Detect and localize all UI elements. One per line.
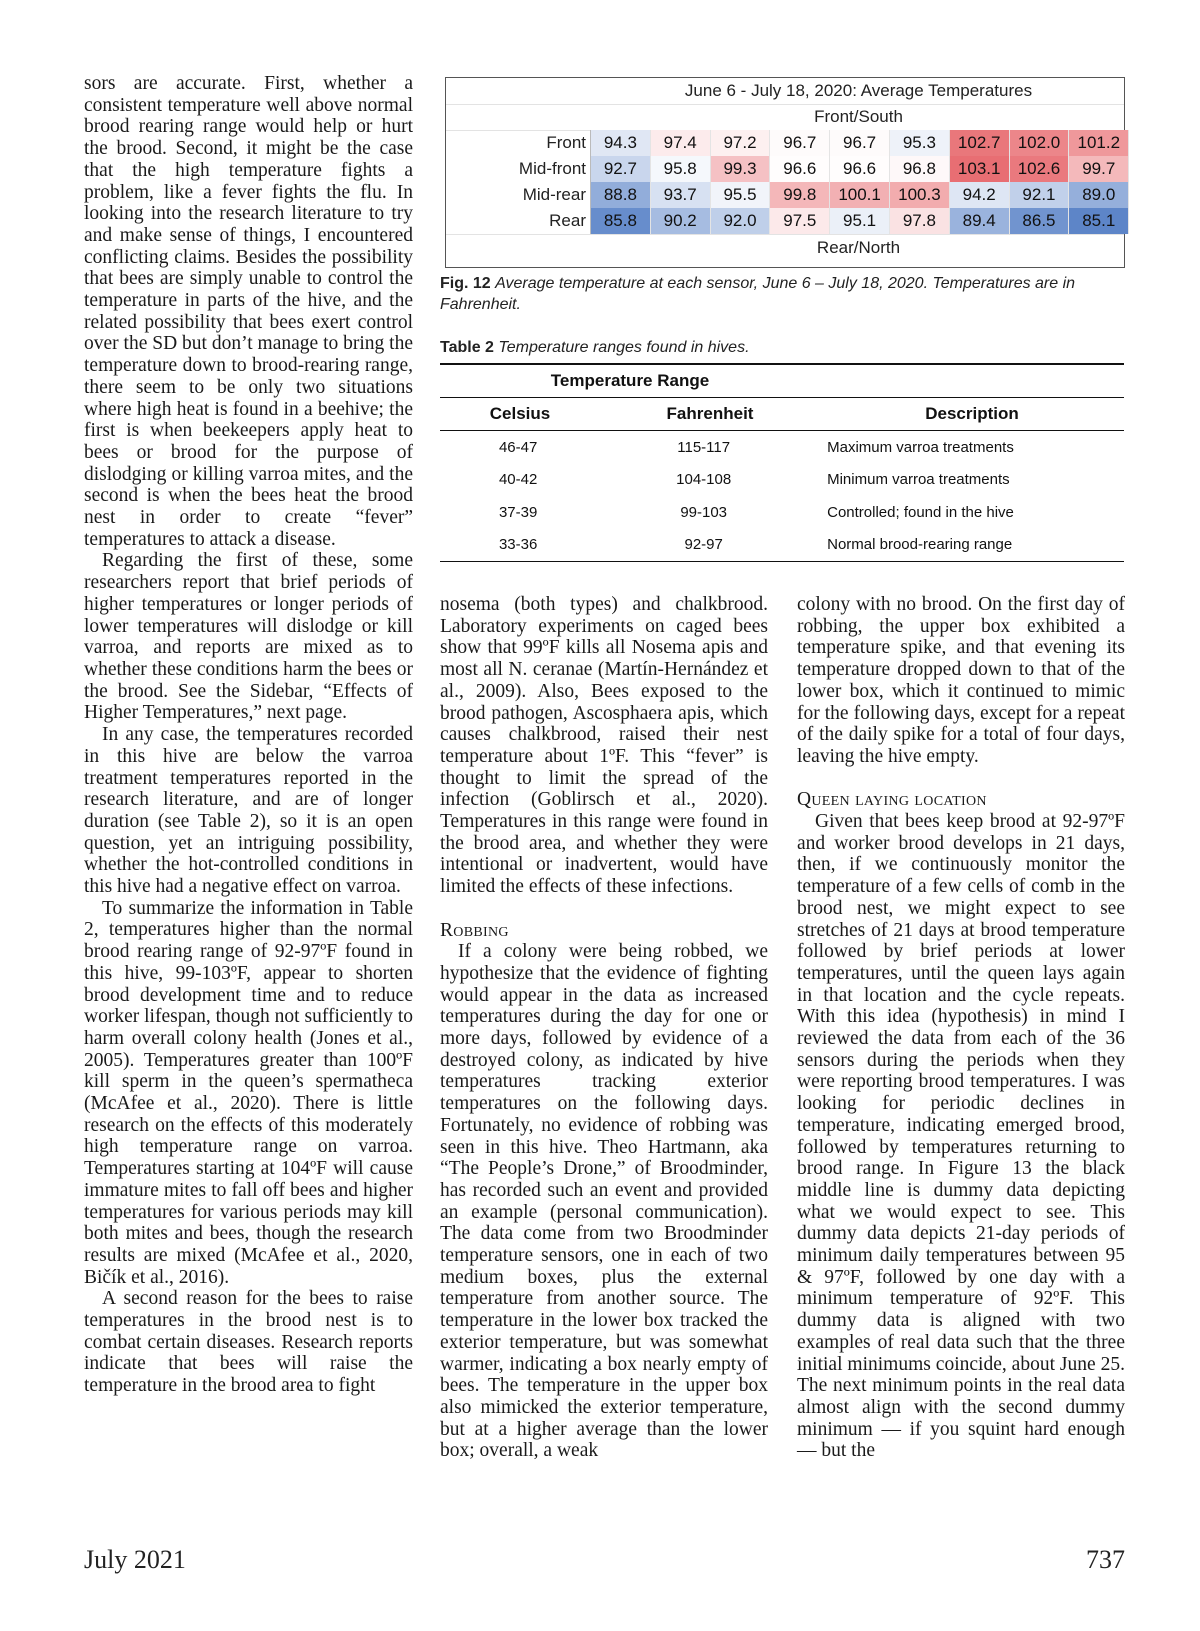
heatmap-row-label: Mid-rear	[446, 182, 591, 208]
paragraph: Given that bees keep brood at 92-97ºF and worker brood develops in 21 days, then, if we continuously monitor the temperature of a few cells of comb in the brood nest, we might expect to see stretches of 21 days at brood temperature followed by brief periods at lower temperatures, until the queen lays again in that location and the cycle repeats. With this idea (hypothesis) in mind I reviewed the data from each of the 36 sensors during the periods when they were reporting brood temperatures. I was looking for periodic declines in temperature, indicating emerged brood, followed by temperatures returning to brood range. In Figure 13 the black middle line is dummy data depicting what we would expect to see. This dummy data depicts 21-day periods of minimum daily temperatures between 95 & 97ºF, followed by one day with a minimum temperature of 92ºF. This dummy data is aligned with two examples of real data such that the three initial minimums coincide, about June 25. The next minimum points in the real data almost align with the second dummy minimum — if you squint hard enough — but the	[797, 811, 1125, 1462]
heatmap-cell: 100.1	[830, 182, 890, 208]
table-cell: 115-117	[677, 438, 731, 456]
table-cell: 99-103	[680, 503, 728, 521]
heatmap-cell: 93.7	[651, 182, 711, 208]
figure-caption-text: Average temperature at each sensor, June 6 – July 18, 2020. Temperatures are in Fahrenheit.	[440, 275, 1076, 313]
heatmap-row-label: Mid-front	[446, 156, 591, 182]
heatmap-cell: 95.1	[830, 208, 890, 234]
heatmap-cell: 92.0	[711, 208, 771, 234]
table-caption	[440, 337, 1124, 358]
heatmap-top-label: Front/South	[814, 107, 903, 126]
table-cell: 104-108	[676, 471, 732, 489]
heatmap-cell: 97.8	[890, 208, 950, 234]
paragraph: If a colony were being robbed, we hypothesize that the evidence of fighting would appear in the data as increased temperatures during the day for one or more days, followed by evidence of a destroyed colony, as indicated by hive temperatures tracking exterior temperatures on the following days. Fortunately, no evidence of robbing was seen in this hive. Theo Hartmann, aka “The People’s Drone,” of Broodminder, has recorded such an event and provided an example (personal communication). The data come from two Broodminder temperature sensors, one in each of two medium boxes, plus the external temperature from another source. The temperature in the lower box tracked the exterior temperature, but was somewhat warmer, indicating a box nearly empty of bees. The temperature in the upper box also mimicked the exterior temperature, but at a higher average than the lower box; overall, a weak	[440, 941, 768, 1462]
heatmap-cell: 100.3	[890, 182, 950, 208]
heatmap-cell: 94.2	[950, 182, 1010, 208]
table-cell: Maximum varroa treatments	[827, 438, 1014, 456]
heatmap-cell: 95.3	[890, 130, 950, 156]
table-cell: 33-36	[498, 536, 538, 554]
middle-column	[440, 594, 768, 1462]
section-heading-queen-laying: Queen laying location	[797, 789, 987, 811]
header-celsius: Celsius	[489, 404, 551, 423]
heatmap-cell: 95.8	[651, 156, 711, 182]
paragraph: A second reason for the bees to raise temperatures in the brood nest is to combat certain diseases. Research reports indicate that bees will raise the temperature in the brood area to fight	[84, 1288, 413, 1397]
heatmap-cell: 97.4	[651, 130, 711, 156]
heatmap-title: June 6 - July 18, 2020: Average Temperatures	[684, 81, 1033, 100]
heatmap-cell: 96.7	[830, 130, 890, 156]
table-row	[440, 496, 1124, 529]
heatmap-cell: 99.3	[711, 156, 771, 182]
page-number: 737	[1086, 1545, 1125, 1574]
heatmap-bottom-label: Rear/North	[816, 238, 901, 257]
heatmap-cell: 101.2	[1069, 130, 1129, 156]
heatmap-cell: 96.7	[770, 130, 830, 156]
figure-caption	[440, 273, 1124, 315]
heatmap-cell: 92.7	[591, 156, 651, 182]
heatmap-cell: 90.2	[651, 208, 711, 234]
heatmap-cell: 94.3	[591, 130, 651, 156]
left-column	[84, 73, 413, 1397]
paragraph: To summarize the information in Table 2, temperatures higher than the normal brood rearing range of 92-97ºF found in this hive, 99-103ºF, appear to shorten brood development time and to reduce worker lifespan, though not sufficiently to harm overall colony health (Jones et al., 2005). Temperatures greater than 100ºF kill sperm in the queen’s spermatheca (McAfee et al., 2020). There is little research on the effects of this moderately high temperature range on varroa. Temperatures starting at 104ºF will cause immature mites to fall off bees and higher temperatures for various periods may kill both mites and bees, though the research results are mixed (McAfee et al., 2020, Bičík et al., 2016).	[84, 897, 413, 1288]
heatmap-row-label: Front	[446, 130, 591, 156]
heatmap-row	[446, 208, 1129, 234]
table-row	[440, 464, 1124, 497]
grid-line	[446, 104, 1124, 105]
heatmap-row-label: Rear	[446, 208, 591, 234]
heatmap-cell: 103.1	[950, 156, 1010, 182]
paragraph: sors are accurate. First, whether a consistent temperature well above normal brood rearing range would help or hurt the brood. Second, it might be the case that the high temperature fights a problem, like a fever fights the flu. In looking into the research literature to try and make sense of things, I encountered conflicting claims. Besides the possibility that bees are simply unable to control the temperature in parts of the hive, and the related possibility that bees exert control over the SD but don’t manage to bring the temperature down to brood-rearing range, there seem to be only two situations where high heat is found in a beehive; the first is when beekeepers apply heat to bees or brood for the purpose of dislodging or killing varroa mites, and the second is when the bees heat the brood nest in order to create “fever” temperatures to attack a disease.	[84, 73, 413, 550]
table-row	[440, 529, 1124, 562]
table-row	[440, 431, 1124, 464]
table-cell: 92-97	[684, 536, 723, 554]
figure-caption-label: Fig. 12	[440, 275, 491, 292]
paragraph: Regarding the first of these, some researchers report that brief periods of higher temperatures or longer periods of lower temperatures will dislodge or kill varroa, and reports are mixed as to whether these conditions harm the bees or the brood. See the Sidebar, “Effects of Higher Temperatures,” next page.	[84, 550, 413, 724]
heatmap-cell: 102.0	[1010, 130, 1070, 156]
heatmap-cell: 89.4	[950, 208, 1010, 234]
paragraph: nosema (both types) and chalkbrood. Laboratory experiments on caged bees show that 99ºF kills all Nosema apis and most all N. ceranae (Martín-Hernández et al., 2009). Also, Bees exposed to the brood pathogen, Ascosphaera apis, which causes chalkbrood, raised their nest temperature about 1ºF. This “fever” is thought to limit the spread of the infection (Goblirsch et al., 2020). Temperatures in this range were found in the brood area, and whether they were intentional or inadvertent, would have limited the effects of these infections.	[440, 594, 768, 898]
heatmap-cell: 102.6	[1010, 156, 1070, 182]
paragraph: colony with no brood. On the first day of robbing, the upper box exhibited a temperature spike, and that evening its temperature dropped down to that of the lower box, which it continued to mimic for the following days, except for a repeat of the daily spike for a total of four days, leaving the hive empty.	[797, 594, 1125, 767]
table-cell: Minimum varroa treatments	[827, 471, 1010, 489]
temperature-heatmap	[445, 77, 1125, 268]
table-cell: Controlled; found in the hive	[827, 503, 1014, 521]
heatmap-cell: 95.5	[711, 182, 771, 208]
footer-date: July 2021	[84, 1545, 186, 1574]
paragraph: In any case, the temperatures recorded in this hive are below the varroa treatment temperatures reported in the research literature, and are of longer duration (see Table 2), so it is an open question, yet an intriguing possibility, whether the hot-controlled conditions in this hive had a negative effect on varroa.	[84, 724, 413, 898]
heatmap-cell: 96.6	[770, 156, 830, 182]
table-group-header: Temperature Range	[550, 371, 710, 390]
table-cell: 40-42	[498, 471, 538, 489]
heatmap-cell: 96.8	[890, 156, 950, 182]
heatmap-cell: 99.7	[1069, 156, 1129, 182]
heatmap-row	[446, 182, 1129, 208]
table-group-header-row	[440, 365, 1124, 397]
heatmap-cell: 97.2	[711, 130, 771, 156]
heatmap-cell: 102.7	[950, 130, 1010, 156]
heatmap-row	[446, 156, 1129, 182]
temperature-range-table	[440, 363, 1124, 562]
header-fahrenheit: Fahrenheit	[666, 404, 754, 423]
right-column	[797, 594, 1125, 1462]
table-cell: Normal brood-rearing range	[827, 536, 1013, 554]
heatmap-cell: 97.5	[770, 208, 830, 234]
heatmap-row	[446, 130, 1129, 156]
heatmap-cell: 99.8	[770, 182, 830, 208]
table-cell: 37-39	[498, 503, 538, 521]
header-description: Description	[925, 404, 1019, 423]
table-cell: 46-47	[498, 438, 538, 456]
table-caption-label: Table 2	[440, 339, 494, 356]
section-heading-robbing: Robbing	[440, 919, 509, 941]
heatmap-cell: 85.1	[1069, 208, 1129, 234]
heatmap-cell: 86.5	[1010, 208, 1070, 234]
heatmap-cell: 92.1	[1010, 182, 1070, 208]
table-body	[440, 431, 1124, 561]
table-header-row	[440, 398, 1124, 430]
heatmap-cell: 88.8	[591, 182, 651, 208]
heatmap-cell: 89.0	[1069, 182, 1129, 208]
heatmap-cell: 85.8	[591, 208, 651, 234]
heatmap-cell: 96.6	[830, 156, 890, 182]
table-caption-text: Temperature ranges found in hives.	[498, 339, 750, 356]
